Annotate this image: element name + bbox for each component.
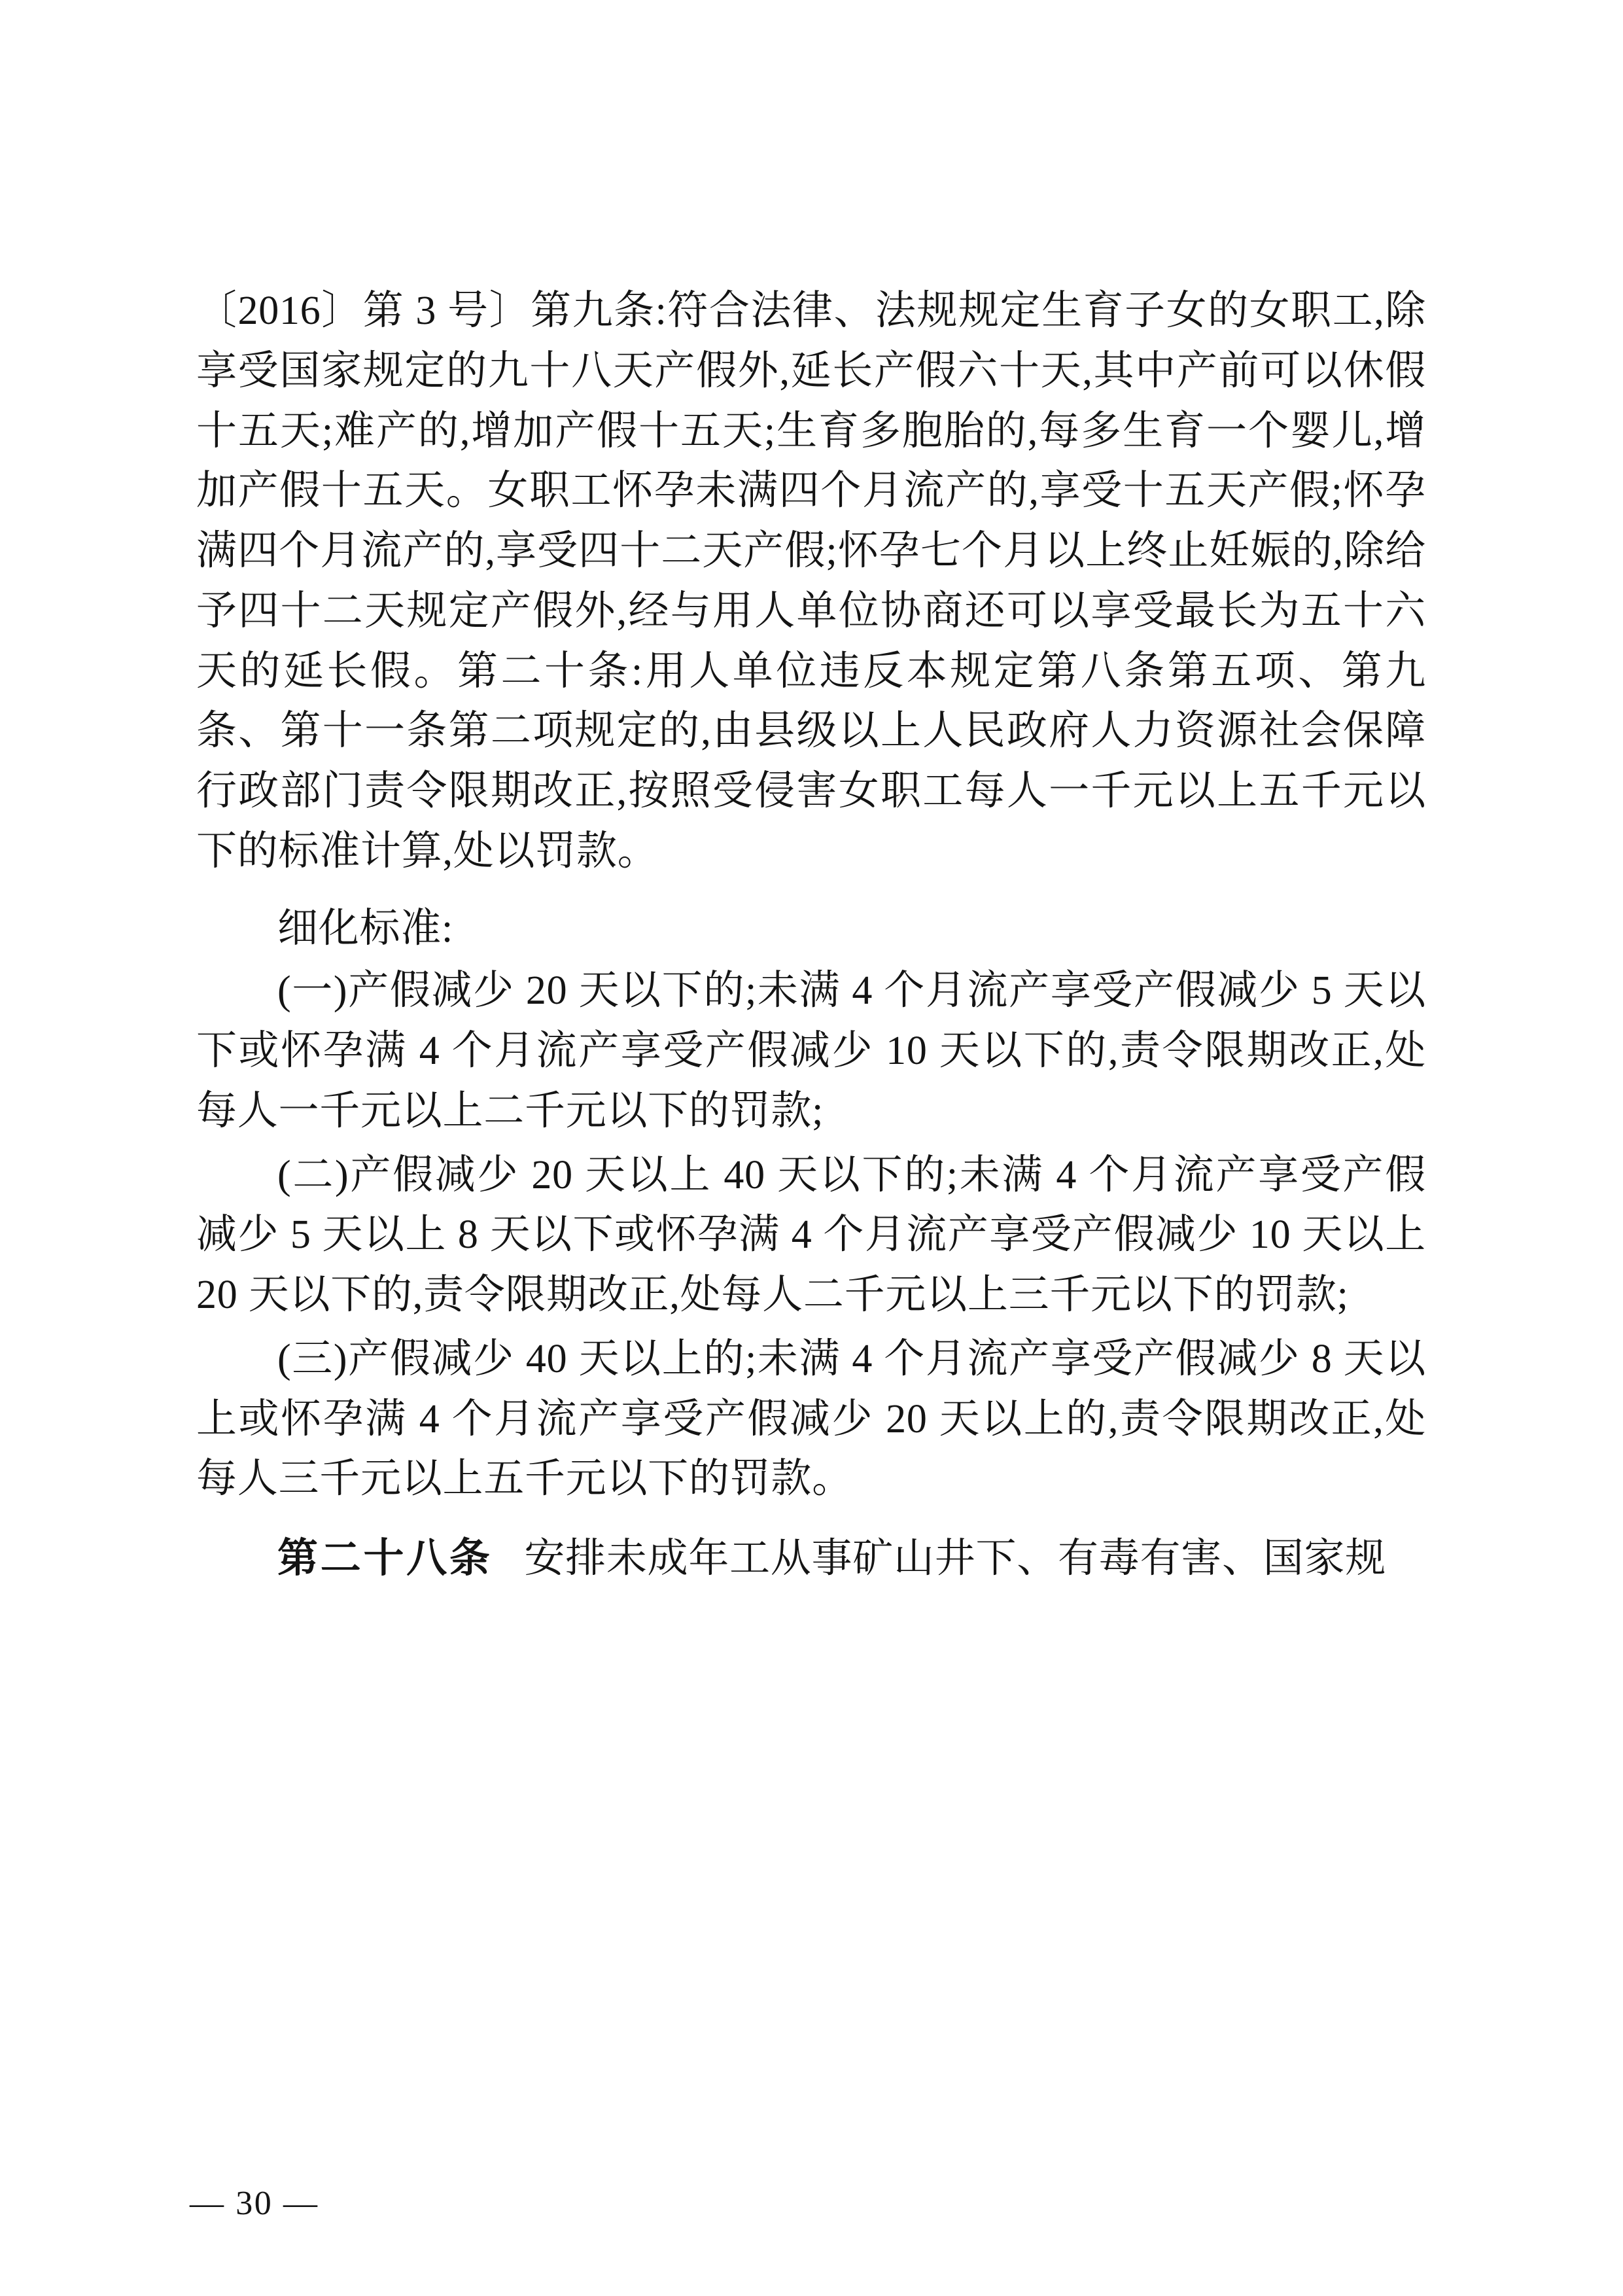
paragraph-detailed-standards-label: 细化标准:: [277, 906, 453, 951]
page-number: — 30 —: [190, 2185, 319, 2222]
paragraph-item-three: (三)产假减少 40 天以上的;未满 4 个月流产享受产假减少 8 天以上或怀孕满 4 个月流产享受产假减少 20 天以上的,责令限期改正,处每人三千元以上五千元以下的罚款。: [196, 1336, 1426, 1502]
article-heading-spacer: [493, 1536, 525, 1581]
paragraph-item-one: (一)产假减少 20 天以下的;未满 4 个月流产享受产假减少 5 天以下或怀孕满 4 个月流产享受产假减少 10 天以下的,责令限期改正,处每人一千元以上二千元以下的罚款;: [196, 968, 1426, 1133]
article-body-text: 安排未成年工从事矿山井下、有毒有害、国家规: [524, 1536, 1386, 1581]
paragraph-article-twenty-eight: [196, 1529, 1426, 1589]
page-body: [196, 281, 1426, 1593]
paragraph-regulation-quote: 〔2016〕第 3 号〕第九条:符合法律、法规规定生育子女的女职工,除享受国家规定的九十八天产假外,延长产假六十天,其中产前可以休假十五天;难产的,增加产假十五天;生育多胞胎的,每多生育一个婴儿,增加产假十五天。女职工怀孕未满四个月流产的,享受十五天产假;怀孕满四个月流产的,享受四十二天产假;怀孕七个月以上终止妊娠的,除给予四十二天规定产假外,经与用人单位协商还可以享受最长为五十六天的延长假。第二十条:用人单位违反本规定第八条第五项、第九条、第十一条第二项规定的,由县级以上人民政府人力资源社会保障行政部门责令限期改正,按照受侵害女职工每人一千元以上五千元以下的标准计算,处以罚款。: [196, 289, 1426, 874]
article-heading: 第二十八条: [277, 1536, 493, 1581]
paragraph-item-two: (二)产假减少 20 天以上 40 天以下的;未满 4 个月流产享受产假减少 5 天以上 8 天以下或怀孕满 4 个月流产享受产假减少 10 天以上 20 天以下的,责令限期改正,处每人二千元以上三千元以下的罚款;: [196, 1152, 1426, 1317]
page-footer: [190, 2184, 1426, 2223]
